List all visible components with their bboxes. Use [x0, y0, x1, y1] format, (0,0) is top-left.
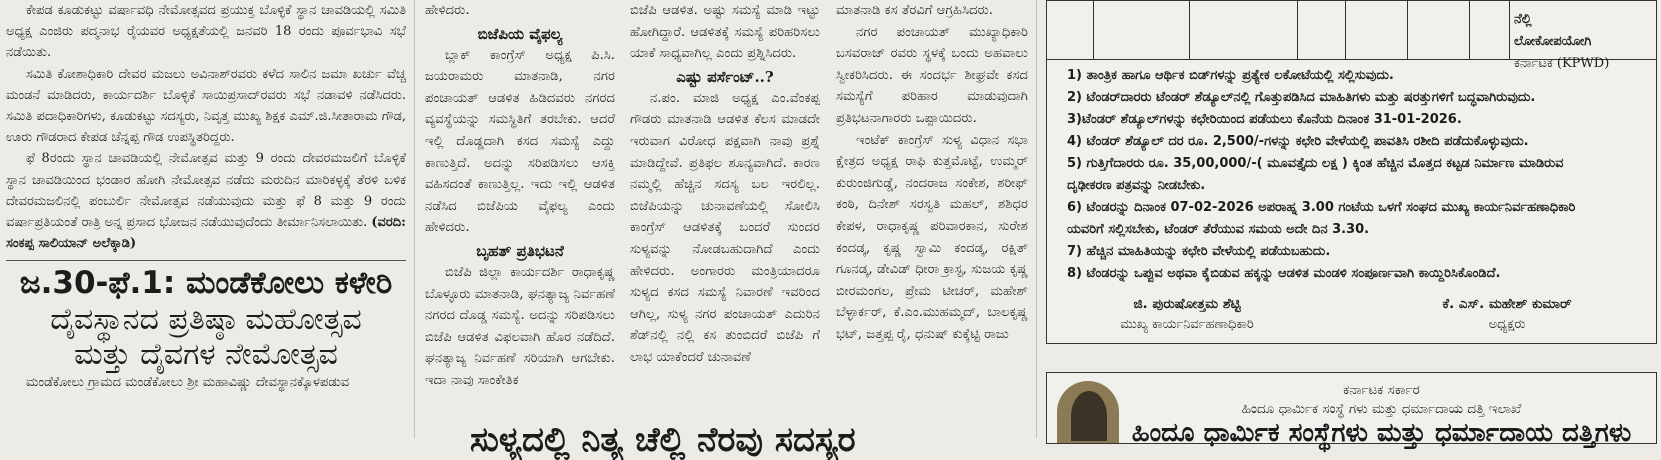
column-divider	[1036, 0, 1037, 438]
column-divider	[414, 0, 415, 438]
department-line: ಕರ್ನಾಟಕ (KPWD)	[1514, 56, 1610, 71]
article-paragraph: ಹೇಳಿದರು.	[425, 3, 470, 18]
section-headline: ಸುಳ್ಯದಲ್ಲಿ ನಿತ್ಯ ಚೆಲ್ಲಿ ನೆರವು ಸದಸ್ಯರ	[470, 420, 856, 460]
article-column-3	[630, 0, 820, 438]
department-line: ನೆಲ್ಲಿ	[1514, 12, 1532, 27]
condition-line: 7) ಹೆಚ್ಚಿನ ಮಾಹಿತಿಯನ್ನು ಕಛೇರಿ ವೇಳೆಯಲ್ಲಿ ಪಡೆಯಬಹುದು.	[1067, 244, 1331, 259]
condition-line: 2) ಟೆಂಡರ್‌ದಾರರು ಟೆಂಡರ್ ಶೆಡ್ಯೂಲ್‌ನಲ್ಲಿ ಗೊತ್ತುಪಡಿಸಿದ ಮಾಹಿತಿಗಳು ಮತ್ತು ಷರತ್ತುಗಳಿಗೆ ಬದ್ಧವಾಗಿರುವುದು.	[1067, 90, 1536, 105]
headline: ದೈವಸ್ಥಾನದ ಪ್ರತಿಷ್ಠಾ ಮಹೋತ್ಸವ	[50, 302, 362, 338]
headline: ಜ.30-ಫೆ.1: ಮಂಡೆಕೋಲು ಕಳೇರಿ	[19, 265, 393, 302]
condition-line: 6) ಟೆಂಡರನ್ನು ದಿನಾಂಕ 07-02-2026 ಅಪರಾಹ್ನ 3.00 ಗಂಟೆಯ ಒಳಗೆ ಸಂಘದ ಮುಖ್ಯ ಕಾರ್ಯನಿರ್ವಹಣಾಧಿಕಾರಿ	[1067, 200, 1576, 215]
table-cell-line	[1297, 1, 1298, 59]
table-cell-line	[1093, 1, 1094, 59]
subheading: ಬಿಜೆಪಿಯ ವೈಫಲ್ಯ	[477, 24, 563, 43]
signatory-name: ಕೆ. ಎಸ್. ಮಹೇಶ್ ಕುಮಾರ್	[1442, 296, 1572, 312]
signatory-left	[1077, 293, 1297, 335]
article-paragraph	[6, 148, 406, 254]
article-paragraph: ಮಂಡೆಕೋಲು ಗ್ರಾಮದ ಮಂಡೆಕೋಲು ಶ್ರೀ ಮಹಾವಿಷ್ಣು ದೇವಸ್ಥಾನಕ್ಕೊಳಪಡುವ	[26, 375, 350, 391]
subheading: ಬೃಹತ್ ಪ್ರತಿಭಟನೆ	[476, 241, 564, 260]
article-paragraph: ನಗರ ಪಂಚಾಯತ್ ಮುಖ್ಯಾಧಿಕಾರಿ ಬಸವರಾಜ್ ರವರು ಸ್ಥಳಕ್ಕೆ ಬಂದು ಅಹವಾಲು ಸ್ವೀಕರಿಸಿದರು. ಈ ಸಂದರ್ಭ ಶೀಘ್ರವೇ ಕಸದ ಸಮಸ್ಯೆಗೆ ಪರಿಹಾರ ಮಾಡುವುದಾಗಿ ಪ್ರತಿಭಟನಾಗಾರರು ಒಪ್ಪಾಯಿದರು.	[836, 24, 1028, 126]
deity-figure	[1071, 391, 1107, 441]
condition-line: 3)ಟೆಂಡರ್ ಶೆಡ್ಯೂಲ್‌ಗಳನ್ನು ಕಛೇರಿಯಿಂದ ಪಡೆಯಲು ಕೊನೆಯ ದಿನಾಂಕ 31-01-2026.	[1067, 112, 1462, 127]
government-header	[1107, 381, 1656, 447]
department-line: ಲೋಕೋಪಯೋಗಿ	[1514, 34, 1592, 49]
article-column-2	[425, 0, 615, 438]
table-cell-line	[1509, 1, 1510, 59]
article-paragraph: ಬಿಜೆಪಿ ಜಿಲ್ಲಾ ಕಾರ್ಯದರ್ಶಿ ರಾಧಾಕೃಷ್ಣ ಬೊಳ್ಳೂರು ಮಾತನಾಡಿ, ಘನತ್ಯಾಜ್ಯ ನಿರ್ವಹಣೆ ನಗರದ ದೊಡ್ಡ ಸಮಸ್ಯೆ. ಅದನ್ನು ಸರಿಪಡಿಸಲು ಬಿಜೆಪಿ ಆಡಳಿತ ವಿಫಲವಾಗಿ ಹೊರ ನಡೆದಿದೆ. ಘನತ್ಯಾಜ್ಯ ನಿರ್ವಹಣೆ ಸರಿಯಾಗಿ ಆಗಬೇಕು. ಇದಾ ನಾವು ಸಾಂಕೇತಿಕ	[425, 264, 615, 388]
condition-line: 1) ತಾಂತ್ರಿಕ ಹಾಗೂ ಆರ್ಥಿಕ ಬಿಡ್‌ಗಳನ್ನು ಪ್ರತ್ಯೇಕ ಲಕೋಟೆಯಲ್ಲಿ ಸಲ್ಲಿಸುವುದು.	[1067, 68, 1394, 83]
article-text: ಫೆ 8ರಂದು ಸ್ಥಾನ ಚಾವಡಿಯಲ್ಲಿ ನೇಮೋತ್ಸವ ಮತ್ತು 9 ರಂದು ದೇವರಮಜಲಿಗೆ ಬೊಳ್ಳಿಕೆ ಸ್ಥಾನ ಚಾವಡಿಯಿಂದ ಭಂಡಾರ ಹೋಗಿ ನೇಮೋತ್ಸವ ನಡೆದು ಮರುದಿನ ಮಾರಿಕಳ್ಳಕ್ಕೆ ತೆರಳಿ ಬಳಿಕ ದೇವರಮಜಲಿನಲ್ಲಿ ಪಂಬುರ್ಲಿ ನೇಮೋತ್ಸವ ನಡೆಯುವುದು ಮತ್ತು ಫೆ 8 ಮತ್ತು 9 ರಂದು ವರ್ಷಾಪ್ರತಿಯಂತೆ ರಾತ್ರಿ ಅನ್ನ ಪ್ರಸಾದ ಭೋಜನ ನಡೆಯುವುದೆಂದು ತೀರ್ಮಾನಿಸಲಾಯಿತು.	[6, 151, 406, 231]
table-cell-line	[1345, 1, 1346, 59]
divider	[6, 260, 406, 261]
department-name: ಹಿಂದೂ ಧಾರ್ಮಿಕ ಸಂಸ್ಥೆ ಗಳು ಮತ್ತು ಧರ್ಮಾದಾಯ ದತ್ತಿ ಇಲಾಖೆ	[1241, 401, 1522, 417]
table-cell-line	[1469, 1, 1470, 59]
reporter-credit: (ವರದಿ: ಸಂಕಪ್ಪ ಸಾಲಿಯಾನ್ ಅಲೆಕ್ಕಾಡಿ)	[6, 215, 406, 252]
government-name: ಕರ್ನಾಟಕ ಸರ್ಕಾರ	[1343, 382, 1420, 398]
table-cell-line	[1407, 1, 1408, 59]
government-notice	[1046, 372, 1657, 448]
article-column-4	[836, 0, 1028, 438]
condition-line: ದೃಢೀಕರಣ ಪತ್ರವನ್ನು ನೀಡಬೇಕು.	[1067, 178, 1206, 193]
article-paragraph: ಸಮಿತಿ ಕೋಶಾಧಿಕಾರಿ ದೇವರ ಮಜಲು ಅವಿನಾಶ್‌ರವರು ಕಳೆದ ಸಾಲಿನ ಜಮಾ ಖರ್ಚು ವೆಚ್ಚ ಮಂಡನೆ ಮಾಡಿದರು, ಕಾರ್ಯದರ್ಶಿ ಬೊಳ್ಳಿಕೆ ಸಾಯಿಪ್ರಸಾದ್‌ರವರು ಸಭೆ ನಡಾವಳಿ ನಡೆಸಿದರು. ಸಮಿತಿ ಪದಾಧಿಕಾರಿಗಳು, ಕೂಡುಕಟ್ಟು ಸದಸ್ಯರು, ನಿವೃತ್ತ ಮುಖ್ಯ ಶಿಕ್ಷಕ ಎಮ್.ಜಿ.ಸೀತಾರಾಮ ಗೌಡ, ಊರು ಗೌಡರಾದ ಕೇಪಡ ಚೆನ್ನಪ್ಪ ಗೌಡ ಉಪಸ್ಥಿತರಿದ್ದರು.	[6, 66, 406, 146]
signatory-right	[1397, 293, 1617, 335]
tender-notice	[1046, 0, 1657, 344]
signatory-name: ಜಿ. ಪುರುಷೋತ್ತಮ ಶೆಟ್ಟಿ	[1133, 296, 1241, 312]
article-column-1	[6, 0, 406, 438]
article-paragraph: ಕೇಪಡ ಕೂಡುಕಟ್ಟು ವರ್ಷಾವಧಿ ನೇಮೋತ್ಸವದ ಪ್ರಯುಕ್ತ ಬೊಳ್ಳಿಕೆ ಸ್ಥಾನ ಚಾವಡಿಯಲ್ಲಿ ಸಮಿತಿ ಅಧ್ಯಕ್ಷ ಎಂಜಿರು ಪದ್ಮನಾಭ ರೈಯವರ ಅಧ್ಯಕ್ಷತೆಯಲ್ಲಿ ಜನವರಿ 18 ರಂದು ಪೂರ್ವಭಾವಿ ಸಭೆ ನಡೆಯಿತು.	[6, 3, 406, 61]
condition-line: ಯವರಿಗೆ ಸಲ್ಲಿಸಬೇಕು, ಟೆಂಡರ್ ತೆರೆಯುವ ಸಮಯ ಅದೇ ದಿನ 3.30.	[1067, 222, 1370, 237]
notice-title: ಹಿಂದೂ ಧಾರ್ಮಿಕ ಸಂಸ್ಥೆಗಳು ಮತ್ತು ಧರ್ಮಾದಾಯ ದತ್ತಿಗಳು	[1131, 418, 1632, 448]
article-paragraph: ಮಾತನಾಡಿ ಕಸ ತೆರವಿಗೆ ಆಗ್ರಹಿಸಿದರು.	[836, 3, 993, 18]
subheading: ಎಷ್ಟು ಪರ್ಸೆಂಟ್..?	[676, 67, 774, 86]
signatory-title: ಮುಖ್ಯ ಕಾರ್ಯನಿರ್ವಹಣಾಧಿಕಾರಿ	[1120, 317, 1254, 332]
condition-line: 8) ಟೆಂಡರನ್ನು ಒಪ್ಪುವ ಅಥವಾ ಕೈಬಿಡುವ ಹಕ್ಕನ್ನು ಆಡಳಿತ ಮಂಡಳಿ ಸಂಪೂರ್ಣವಾಗಿ ಕಾಯ್ದಿರಿಸಿಕೊಂಡಿದೆ.	[1067, 266, 1501, 281]
condition-line: 5) ಗುತ್ತಿಗೆದಾರರು ರೂ. 35,00,000/-( ಮೂವತ್ತೈದು ಲಕ್ಷ ) ಕ್ಕಿಂತ ಹೆಚ್ಚಿನ ಮೊತ್ತದ ಕಟ್ಟಡ ನಿರ್ಮಾಣ ಮಾಡಿರುವ	[1067, 156, 1564, 171]
headline: ಮತ್ತು ದೈವಗಳ ನೇಮೋತ್ಸವ	[74, 337, 338, 373]
signatory-title: ಅಧ್ಯಕ್ಷರು	[1488, 317, 1526, 332]
table-cell-line	[1189, 1, 1190, 59]
notice-table-row	[1047, 1, 1656, 71]
article-paragraph: ಬ್ಲಾಕ್ ಕಾಂಗ್ರೆಸ್ ಅಧ್ಯಕ್ಷ ಪಿ.ಸಿ. ಜಯರಾಮರು ಮಾತನಾಡಿ, ನಗರ ಪಂಚಾಯತ್ ಆಡಳಿತ ಹಿಡಿದವರು ನಗರದ ವ್ಯವಸ್ಥೆಯನ್ನು ಸಮಸ್ಥಿತಿಗೆ ತರಬೇಕು. ಆದರೆ ಇಲ್ಲಿ ದೊಡ್ಡದಾಗಿ ಕಸದ ಸಮಸ್ಯೆ ಎದ್ದು ಕಾಣುತ್ತಿದೆ. ಅದನ್ನು ಸರಿಪಡಿಸಲು ಆಸಕ್ತಿ ವಹಿಸದಂತೆ ಕಾಣುತ್ತಿಲ್ಲ. ಇದು ಇಲ್ಲಿ ಆಡಳಿತ ನಡೆಸಿದ ಬಿಜೆಪಿಯ ವೈಫಲ್ಯ ಎಂದು ಹೇಳಿದರು.	[425, 47, 615, 236]
article-paragraph: ಬಿಜೆಪಿ ಆಡಳಿತ. ಅಷ್ಟು ಸಮಸ್ಯೆ ಮಾಡಿ ಇಟ್ಟು ಹೋಗಿದ್ದಾರೆ. ಆಡಳಿತಕ್ಕೆ ಸಮಸ್ಯೆ ಪರಿಹರಿಸಲು ಯಾಕೆ ಸಾಧ್ಯವಾಗಿಲ್ಲ ಎಂದು ಪ್ರಶ್ನಿಸಿದರು.	[630, 3, 820, 62]
tender-conditions	[1067, 65, 1647, 285]
condition-line: 4) ಟೆಂಡರ್ ಶೆಡ್ಯೂಲ್ ದರ ರೂ. 2,500/-ಗಳನ್ನು ಕಛೇರಿ ವೇಳೆಯಲ್ಲಿ ಪಾವತಿಸಿ ರಶೀದಿ ಪಡೆದುಕೊಳ್ಳುವುದು.	[1067, 134, 1529, 149]
article-paragraph: ಇಂಟೆಕ್ ಕಾಂಗ್ರೆಸ್ ಸುಳ್ಯ ವಿಧಾನ ಸಭಾ ಕ್ಷೇತ್ರದ ಅಧ್ಯಕ್ಷ ರಾಫಿ ಕುತ್ತಮೊಟ್ಟೆ, ಉಮ್ಮರ್ ಕುರುಂಜಿಗುಡ್ಡೆ, ನಂದರಾಜ ಸಂಕೇಶ, ಶರೀಫ್ ಕಂಠಿ, ದಿನೇಶ್ ಸರಸ್ವತಿ ಮಹಲ್, ಶಶಿಧರ ಕೇಪಳ, ರಾಧಾಕೃಷ್ಣ ಪರಿವಾರಕಾನ, ಸುರೇಶ ಕಂದಡ್ಕ, ಕೃಷ್ಣ ಸ್ವಾಮಿ ಕಂದಡ್ಕ, ರಕ್ಷಿತ್ ಗೂನಡ್ಕ, ಡೇವಿಡ್ ಧೀರಾ ಕ್ರಾಸ್ಟ, ಸುಜಯ ಕೃಷ್ಣ ಬೀರಮಂಗಲ, ಪ್ರೇಮ ಟೀಚರ್, ಮಹೇಶ್ ಬೆಳ್ಳಾರ್ಕರ್, ಕೆ.ಎಂ.ಮುಹಮ್ಮದ್, ಬಾಲಕೃಷ್ಣ ಭಟ್, ಜತ್ತಪ್ಪ ರೈ, ಧನುಷ್ ಕುಕ್ಕೆಟ್ಟಿ ರಾಜು	[836, 132, 1028, 342]
article-paragraph: ನ.ಪಂ. ಮಾಜಿ ಅಧ್ಯಕ್ಷ ಎಂ.ವೆಂಕಪ್ಪ ಗೌಡರು ಮಾತನಾಡಿ ಆಡಳಿತ ಕೆಲಸ ಮಾಡದೇ ಇರುವಾಗ ವಿರೋಧ ಪಕ್ಷವಾಗಿ ನಾವು ಪ್ರಶ್ನೆ ಮಾಡಿದ್ದೇವೆ. ಪ್ರತಿಫಲ ಶೂನ್ಯವಾಗಿದೆ. ಕಾರಣ ನಮ್ಮಲ್ಲಿ ಹೆಚ್ಚಿನ ಸದಸ್ಯ ಬಲ ಇರಲಿಲ್ಲ. ಬಿಜೆಪಿಯನ್ನು ಚುನಾವಣೆಯಲ್ಲಿ ಸೋಲಿಸಿ ಕಾಂಗ್ರೆಸ್ ಆಡಳಿತಕ್ಕೆ ಬಂದರೆ ಸುಂದರ ಸುಳ್ಯವನ್ನು ನೋಡಬಹುದಾಗಿದೆ ಎಂದು ಹೇಳಿದರು. ಅಂಗಾರರು ಮಂತ್ರಿಯಾದರೂ ಸುಳ್ಯದ ಕಸದ ಸಮಸ್ಯೆ ನಿವಾರಣೆ ಇವರಿಂದ ಆಗಿಲ್ಲ, ಸುಳ್ಯ ನಗರ ಪಂಚಾಯತ್ ಎದುರಿನ ಶೆಡ್‌ನಲ್ಲಿ ನಲ್ಲಿ ಕಸ ತುಂಬಿದರೆ ಬಿಜೆಪಿ ಗೆ ಲಾಭ ಯಾಕೆಂದರೆ ಚುನಾವಣೆ	[630, 90, 820, 365]
